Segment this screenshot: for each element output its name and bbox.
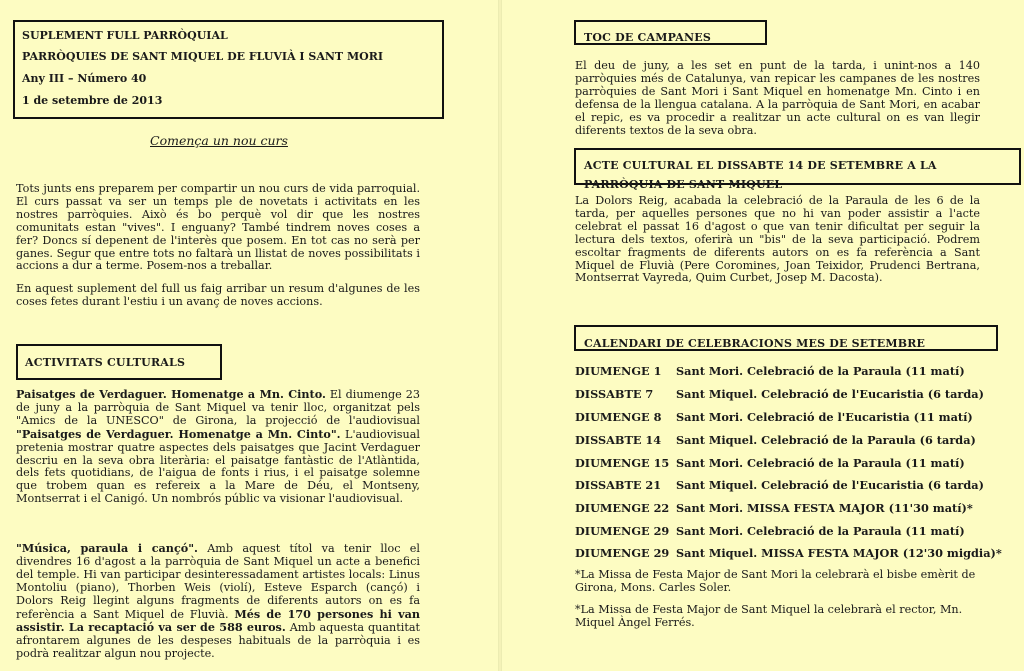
acte-heading: ACTE CULTURAL EL DISSABTE 14 DE SETEMBRE A LA PARRÒQUIA DE SANT MIQUEL	[584, 159, 937, 191]
activitats-p2-bold-1: "Música, paraula i cançó".	[16, 541, 198, 555]
intro-title: Comença un nou curs	[150, 133, 288, 148]
calendar-event: Sant Miquel. MISSA FESTA MAJOR (12'30 migdia)*	[676, 546, 1002, 560]
calendari-heading: CALENDARI DE CELEBRACIONS MES DE SETEMBRE	[584, 337, 926, 350]
calendar-event: Sant Miquel. Celebració de l'Eucaristia (6 tarda)	[676, 387, 984, 401]
activitats-p1-text-1: El diumenge 23 de juny a la parròquia de Sant Miquel va tenir lloc, organitzat pels "Amics de la UNESCO" de Girona, la projecció de l'audiovisual	[16, 388, 420, 427]
calendar-event: Sant Miquel. Celebració de la Paraula (6 tarda)	[676, 433, 976, 447]
calendar-event: Sant Mori. Celebració de la Paraula (11 matí)	[676, 456, 965, 470]
page-fold	[498, 0, 502, 671]
intro-paragraph-1: Tots junts ens preparem per compartir un nou curs de vida parroquial. El curs passat va ser un temps ple de novetats i activitats en les nostres parròquies. Això és bo perquè vol dir que les nostres comunitats estan "vives". I enguany? També tindrem noves coses a fer? Doncs sí depenent de l'interès que posem. En tot cas no serà per ganes. Segur que entre tots no faltarà un llistat de noves possibilitats i accions a dur a terme. Posem-nos a treballar.	[16, 182, 420, 273]
calendar-event: Sant Miquel. Celebració de l'Eucaristia (6 tarda)	[676, 478, 984, 492]
acte-paragraph: La Dolors Reig, acabada la celebració de la Paraula de les 6 de la tarda, per aquelles persones que no hi van poder assistir a l'acte celebrat el passat 16 d'agost o que van tenir dificultat per seguir la lectura dels textos, oferirà un "bis" de la seva participació. Podrem escoltar fragments de diferents autors on es fa referència a Sant Miquel de Fluvià (Pere Coromines, Joan Teixidor, Prudenci Bertrana, Montserrat Vayreda, Quim Curbet, Josep M. Dacosta).	[575, 194, 980, 285]
activitats-p1-bold-2: "Paisatges de Verdaguer. Homenatge a Mn. Cinto".	[16, 426, 341, 441]
calendar-row	[575, 456, 965, 470]
calendar-event: Sant Mori. MISSA FESTA MAJOR (11'30 matí)*	[676, 501, 973, 515]
calendar-day: DIUMENGE 15	[575, 456, 670, 470]
calendar-day: DIUMENGE 8	[575, 410, 662, 424]
activitats-p2-text-1: Amb aquest títol va tenir lloc el divendres 16 d'agost a la parròquia de Sant Miquel un acte a benefici del temple. Hi van participar desinteressadament artistes locals: Linus Montoliu (piano), Thorben Weis (violí), Esteve Esparch (cançó) i Dolors Reig llegint alguns fragments de diferents autors on es fa referència a Sant Miquel de Fluvià.	[16, 542, 420, 621]
calendar-note-2: *La Missa de Festa Major de Sant Miquel la celebrarà el rector, Mn. Miquel Àngel Ferrés.	[575, 603, 963, 629]
toc-heading-box	[574, 20, 767, 45]
calendar-day: DIUMENGE 1	[575, 364, 662, 378]
activitats-p1-text-2: L'audiovisual pretenia mostrar quatre aspectes dels paisatges que Jacint Verdaguer descriu en la seva obra literària: el paisatge fantàstic de l'Atlàntida, dels fets quotidians, de l'aigua de fonts i rius, i el paisatge solemne que trobem quan es refereix a la Mare de Déu, el Montseny, Montserrat i el Canigó. Un nombrós públic va visionar l'audiovisual.	[16, 427, 420, 506]
calendar-day: DISSABTE 14	[575, 433, 662, 447]
calendar-day: DISSABTE 21	[575, 478, 662, 492]
calendari-heading-box	[574, 325, 998, 351]
calendar-row	[575, 478, 984, 492]
acte-heading-box	[574, 148, 1021, 191]
activitats-heading: ACTIVITATS CULTURALS	[25, 356, 186, 369]
activitats-paragraph-1	[16, 388, 420, 506]
calendar-row	[575, 410, 973, 424]
header-box	[13, 20, 444, 119]
calendar-day: DIUMENGE 29	[575, 546, 670, 560]
toc-paragraph: El deu de juny, a les set en punt de la tarda, i unint-nos a 140 parròquies més de Catalunya, van repicar les campanes de les nostres parròquies de Sant Mori i Sant Miquel en homenatge Mn. Cinto i en defensa de la llengua catalana. A la parròquia de Sant Mori, en acabar el repic, es va procedir a realitzar un acte cultural on es van llegir diferents textos de la seva obra.	[575, 59, 980, 137]
header-date: 1 de setembre de 2013	[22, 94, 163, 107]
calendar-event: Sant Mori. Celebració de la Paraula (11 matí)	[676, 364, 965, 378]
activitats-paragraph-2	[16, 542, 420, 661]
calendar-day: DIUMENGE 29	[575, 524, 670, 538]
header-issue: Any III – Número 40	[22, 72, 147, 85]
activitats-heading-box	[16, 344, 222, 380]
activitats-p1-bold-1: Paisatges de Verdaguer. Homenatge a Mn. Cinto.	[16, 387, 326, 401]
toc-heading: TOC DE CAMPANES	[584, 31, 711, 44]
calendar-day: DISSABTE 7	[575, 387, 654, 401]
calendar-note-1: *La Missa de Festa Major de Sant Mori la celebrarà el bisbe emèrit de Girona, Mons. Carles Soler.	[575, 568, 976, 594]
calendar-row	[575, 501, 973, 515]
calendar-row	[575, 387, 984, 401]
activitats-p2-text-2: Amb aquesta quantitat afrontarem algunes de les despeses habituals de la parròquia i es podrà realitzar algun nou projecte.	[16, 621, 420, 661]
calendar-row	[575, 433, 976, 447]
calendar-row	[575, 364, 965, 378]
calendar-event: Sant Mori. Celebració de l'Eucaristia (11 matí)	[676, 410, 973, 424]
calendar-row	[575, 524, 965, 538]
header-parishes: PARRÒQUIES DE SANT MIQUEL DE FLUVIÀ I SANT MORI	[22, 50, 383, 63]
header-supplement: SUPLEMENT FULL PARRÒQUIAL	[22, 29, 228, 42]
calendar-event: Sant Mori. Celebració de la Paraula (11 matí)	[676, 524, 965, 538]
calendar-day: DIUMENGE 22	[575, 501, 670, 515]
activitats-p2-bold-2: Més de 170 persones hi van assistir. La recaptació va ser de 588 euros.	[16, 606, 420, 635]
calendar-row	[575, 546, 1002, 560]
intro-paragraph-2: En aquest suplement del full us faig arribar un resum d'algunes de les coses fetes durant l'estiu i un avanç de noves accions.	[16, 282, 420, 308]
